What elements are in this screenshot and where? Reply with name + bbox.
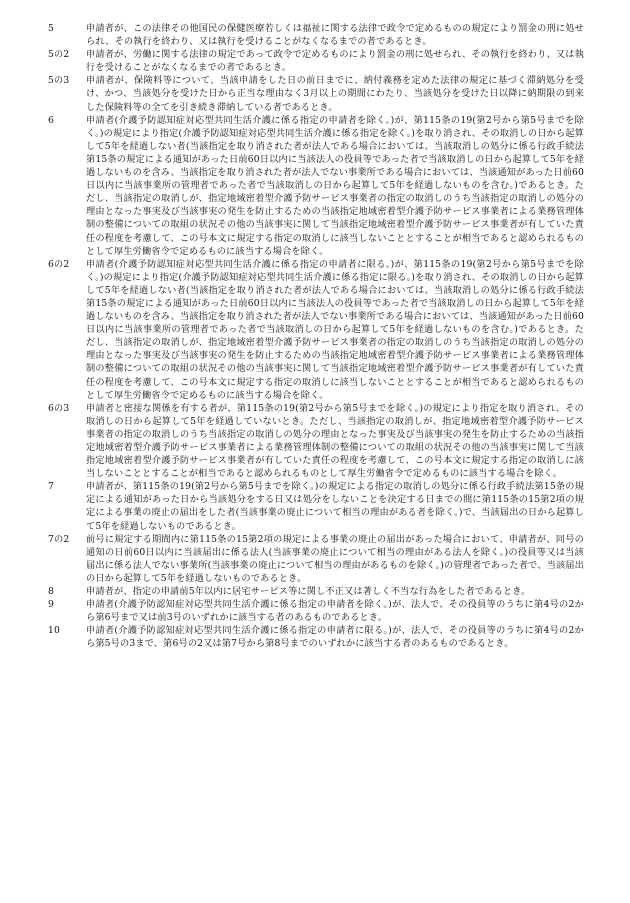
item-number: 7 bbox=[48, 481, 54, 493]
item-number: 10 bbox=[48, 625, 60, 637]
item-number: 5の3 bbox=[48, 75, 70, 87]
list-item bbox=[48, 624, 584, 650]
item-number: 6の3 bbox=[48, 402, 70, 414]
item-number: 7の2 bbox=[48, 533, 70, 545]
item-text: 申請者(介護予防認知症対応型共同生活介護に係る指定の申請者に限る。)が、第115条の19(第2号から第5号までを除く。)の規定により指定(介護予防認知症対応型共同生活介護に係る指定に限る。)を取り消され、その取消しの日から起算して5年を経過しない者(当該指定を取り消された者が法人である場合においては、当該取消しの処分に係る行政手続法第15条の規定による通知があった日前60日以内に当該法人の役員等であった者で当該取消しの日から起算して5年を経過しないものを含み、当該指定を取り消された者が法人でない事業所である場合においては、当該通知があった日前60日以内に当該事業所の管理者であった者で当該取消しの日から起算して5年を経過しないものを含む。)であるとき。ただし、当該指定の取消しが、指定地域密着型介護予防サービス事業者の指定の取消しのうち当該指定の取消しの処分の理由となった事実及び当該事実の発生を防止するための当該指定地域密着型介護予防サービス事業者による業務管理体制の整備についての取組の状況その他の当該事実に関して当該指定地域密着型介護予防サービス事業者が有していた責任の程度を考慮して、この号本文に規定する指定の取消しに該当しないこととすることが相当であると認められるものとして厚生労働省令で定めるものに該当する場合を除く。 bbox=[86, 258, 584, 401]
item-number: 6の2 bbox=[48, 258, 70, 270]
item-number: 6 bbox=[48, 114, 54, 126]
item-number: 9 bbox=[48, 599, 54, 611]
item-text: 申請者が、この法律その他国民の保健医療若しくは福祉に関する法律で政令で定めるものの規定により罰金の刑に処せられ、その執行を終わり、又は執行を受けることがなくなるまでの者であるとき。 bbox=[86, 23, 584, 48]
item-text: 申請者が、労働に関する法律の規定であって政令で定めるものにより罰金の刑に処せられ、その執行を終わり、又は執行を受けることがなくなるまでの者であるとき。 bbox=[86, 49, 584, 74]
item-text: 申請者(介護予防認知症対応型共同生活介護に係る指定の申請者を除く。)が、第115条の19(第2号から第5号までを除く。)の規定により指定(介護予防認知症対応型共同生活介護に係る指定を除く。)を取り消され、その取消しの日から起算して5年を経過しない者(当該指定を取り消された者が法人である場合においては、当該取消しの処分に係る行政手続法第15条の規定による通知があった日前60日以内に当該法人の役員等であった者で当該取消しの日から起算して5年を経過しないものを含み、当該指定を取り消された者が法人でない事業所である場合においては、当該通知があった日前60日以内に当該事業所の管理者であった者で当該取消しの日から起算して5年を経過しないものを含む。)であるとき。ただし、当該指定の取消しが、指定地域密着型介護予防サービス事業者の指定の取消しのうち当該指定の取消しの処分の理由となった事実及び当該事実の発生を防止するための当該指定地域密着型介護予防サービス事業者による業務管理体制の整備についての取組の状況その他の当該事実に関して当該指定地域密着型介護予防サービス事業者が有していた責任の程度を考慮して、この号本文に規定する指定の取消しに該当しないこととすることが相当であると認められるものとして厚生労働省令で定めるものに該当する場合を除く。 bbox=[86, 114, 584, 257]
item-text: 申請者と密接な関係を有する者が、第115条の19(第2号から第5号までを除く。)の規定により指定を取り消され、その取消しの日から起算して5年を経過していないとき。ただし、当該指定の取消しが、指定地域密着型介護予防サービス事業者の指定の取消しのうち当該指定の取消しの処分の理由となった事実及び当該事実の発生を防止するための当該指定地域密着型介護予防サービス事業者による業務管理体制の整備についての取組の状況その他の当該事実に関して当該指定地域密着型介護予防サービス事業者が有していた責任の程度を考慮して、この号本文に規定する指定の取消しに該当しないこととすることが相当であると認められるものとして厚生労働省令で定めるものに該当する場合を除く。 bbox=[86, 402, 584, 480]
item-number: 8 bbox=[48, 586, 54, 598]
list-item bbox=[48, 22, 584, 48]
list-item bbox=[48, 258, 584, 402]
item-number: 5の2 bbox=[48, 49, 70, 61]
list-item bbox=[48, 585, 584, 598]
item-text: 申請者(介護予防認知症対応型共同生活介護に係る指定の申請者を除く。)が、法人で、その役員等のうちに第4号の2から第6号まで又は前3号のいずれかに該当する者のあるものであるとき。 bbox=[86, 599, 584, 624]
item-text: 申請者が、指定の申請前5年以内に居宅サービス等に関し不正又は著しく不当な行為をした者であるとき。 bbox=[86, 586, 531, 598]
item-text: 申請者(介護予防認知症対応型共同生活介護に係る指定の申請者に限る。)が、法人で、その役員等のうちに第4号の2から第5号の3まで、第6号の2又は第7号から第8号までのいずれかに該当する者のあるものであるとき。 bbox=[86, 625, 584, 650]
item-text: 申請者が、保険料等について、当該申請をした日の前日までに、納付義務を定めた法律の規定に基づく滞納処分を受け、かつ、当該処分を受けた日から正当な理由なく3月以上の期間にわたり、当該処分を受けた日以降に納期限の到来した保険料等の全てを引き続き滞納している者であるとき。 bbox=[86, 75, 584, 113]
list-item bbox=[48, 533, 584, 585]
list-item bbox=[48, 74, 584, 113]
list-item bbox=[48, 480, 584, 532]
item-text: 申請者が、第115条の19(第2号から第5号までを除く。)の規定による指定の取消しの処分に係る行政手続法第15条の規定による通知があった日から当該処分をする日又は処分をしないことを決定する日までの間に第115条の15第2項の規定による事業の廃止の届出をした者(当該事業の廃止について相当の理由がある者を除く。)で、当該届出の日から起算して5年を経過しないものであるとき。 bbox=[86, 481, 584, 532]
list-item bbox=[48, 598, 584, 624]
list-item bbox=[48, 114, 584, 258]
list-item bbox=[48, 402, 584, 481]
item-text: 前号に規定する期間内に第115条の15第2項の規定による事業の廃止の届出があった場合において、申請者が、同号の通知の日前60日以内に当該届出に係る法人(当該事業の廃止について相当の理由がある法人を除く。)の役員等又は当該届出に係る法人でない事業所(当該事業の廃止について相当の理由があるものを除く。)の管理者であった者で、当該届出の日から起算して5年を経過しないものであるとき。 bbox=[86, 533, 584, 584]
list-item bbox=[48, 48, 584, 74]
item-number: 5 bbox=[48, 23, 54, 34]
